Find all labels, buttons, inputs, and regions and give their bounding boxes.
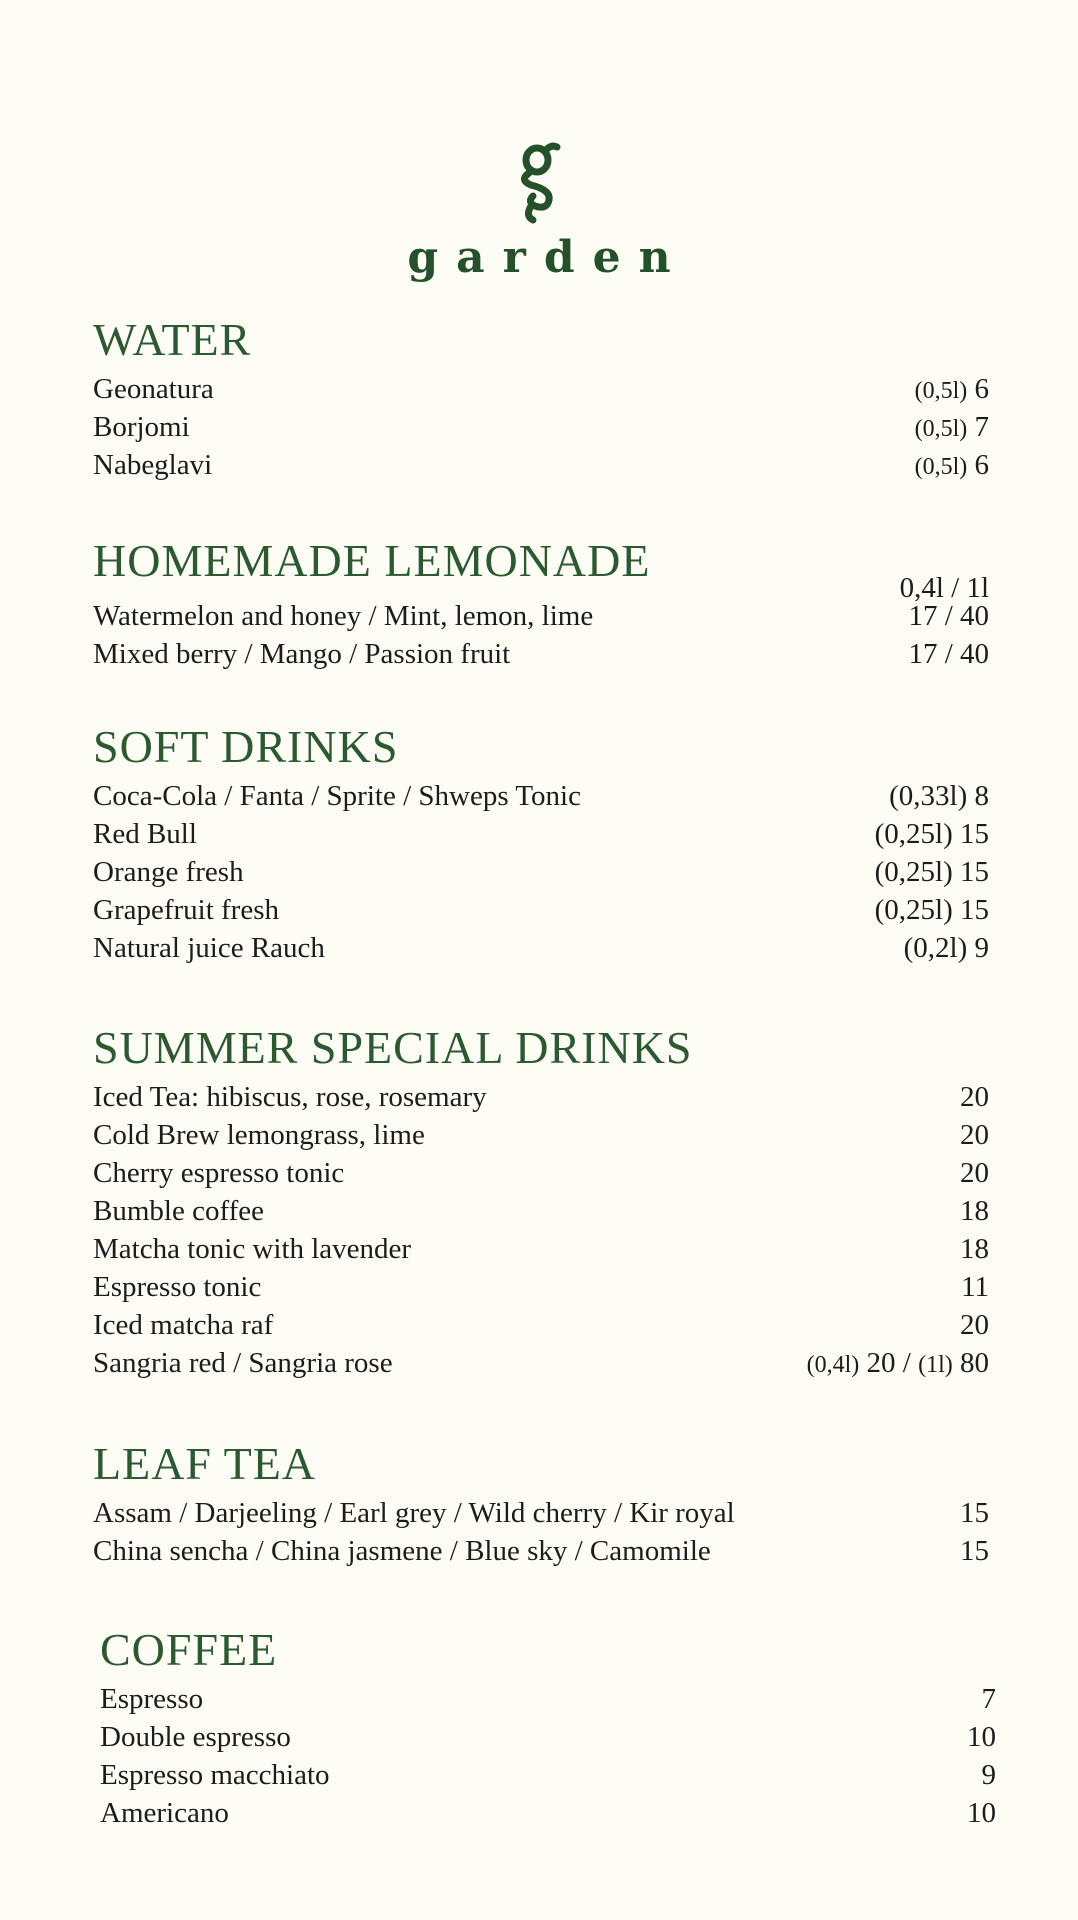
item-name: Espresso tonic: [93, 1271, 262, 1303]
item-price-value: 9: [974, 932, 989, 964]
item-volume: (0,33l): [889, 780, 968, 812]
section-title-water: WATER: [93, 314, 252, 365]
section-title-coffee: COFFEE: [100, 1624, 278, 1675]
item-price-small: 20: [866, 1347, 896, 1379]
item-name: Natural juice Rauch: [93, 932, 325, 964]
item-price: 11: [961, 1271, 989, 1303]
item-name: Red Bull: [93, 818, 197, 850]
item-name: Espresso: [100, 1683, 204, 1715]
item-name: Cherry espresso tonic: [93, 1157, 345, 1189]
menu-item: [93, 1306, 989, 1344]
menu-item: [93, 1532, 989, 1570]
garden-g-logo-icon: [509, 140, 569, 226]
section-soft-drinks: [93, 717, 989, 967]
item-volume-small: (0,4l): [806, 1352, 860, 1378]
item-price: 18: [960, 1233, 989, 1265]
item-price: [875, 853, 989, 891]
item-name: China sencha / China jasmene / Blue sky / Camomile: [93, 1535, 711, 1567]
section-title-lemonade: HOMEMADE LEMONADE: [93, 535, 651, 586]
item-price-value: 7: [974, 411, 989, 443]
item-price-value: 8: [974, 780, 989, 812]
item-name: Nabeglavi: [93, 449, 213, 481]
section-title-leaf-tea: LEAF TEA: [93, 1438, 317, 1489]
menu-item: [93, 1116, 989, 1154]
item-price-value: 6: [974, 373, 989, 405]
menu-item: [93, 1154, 989, 1192]
item-price: 20: [960, 1119, 989, 1151]
item-price: 20: [960, 1081, 989, 1113]
menu-item: [93, 1494, 989, 1532]
item-name: Assam / Darjeeling / Earl grey / Wild cherry / Kir royal: [93, 1497, 735, 1529]
item-name: Watermelon and honey / Mint, lemon, lime: [93, 600, 594, 632]
menu-item: [100, 1756, 996, 1794]
menu-item: [93, 635, 989, 673]
item-price: [904, 929, 989, 967]
menu-item: [93, 408, 989, 446]
section-lemonade: [93, 531, 989, 673]
item-name: Coca-Cola / Fanta / Sprite / Shweps Tonic: [93, 780, 581, 812]
item-volume: (0,5l): [914, 416, 968, 442]
item-price: [915, 370, 989, 410]
item-volume-large: (1l): [918, 1352, 953, 1378]
item-price: 7: [981, 1683, 996, 1715]
section-title-summer-special: SUMMER SPECIAL DRINKS: [93, 1022, 693, 1073]
item-price-value: 6: [974, 449, 989, 481]
item-name: Double espresso: [100, 1721, 291, 1753]
item-name: Americano: [100, 1797, 229, 1829]
item-price: 15: [960, 1535, 989, 1567]
item-price: 15: [960, 1497, 989, 1529]
menu-item: [93, 815, 989, 853]
item-name: Iced matcha raf: [93, 1309, 274, 1341]
section-leaf-tea: [93, 1434, 989, 1570]
menu-item: [93, 370, 989, 408]
item-price: 10: [967, 1797, 996, 1829]
item-price: 20: [960, 1157, 989, 1189]
item-price-large: 80: [960, 1347, 989, 1379]
menu-item: [100, 1718, 996, 1756]
brand-name: garden: [407, 232, 689, 283]
menu-item: [100, 1680, 996, 1718]
size-header: 0,4l / 1l: [899, 572, 989, 604]
item-name: Orange fresh: [93, 856, 244, 888]
item-name: Grapefruit fresh: [93, 894, 279, 926]
item-name: Iced Tea: hibiscus, rose, rosemary: [93, 1081, 487, 1113]
item-price: [889, 777, 989, 815]
menu-item: [93, 1078, 989, 1116]
item-price: 10: [967, 1721, 996, 1753]
brand-logo: [0, 140, 1078, 283]
menu-item: [93, 1268, 989, 1306]
item-volume: (0,25l): [874, 894, 953, 926]
menu-item: [93, 597, 989, 635]
item-name: Mixed berry / Mango / Passion fruit: [93, 638, 511, 670]
section-summer-special: [93, 1018, 989, 1382]
item-price-value: 15: [960, 856, 989, 888]
item-name: Geonatura: [93, 373, 214, 405]
menu-item: [93, 891, 989, 929]
item-price: [807, 1344, 989, 1384]
item-price: [875, 815, 989, 853]
item-name: Cold Brew lemongrass, lime: [93, 1119, 425, 1151]
item-name: Bumble coffee: [93, 1195, 264, 1227]
section-title-soft-drinks: SOFT DRINKS: [93, 721, 399, 772]
item-volume: (0,2l): [903, 932, 968, 964]
price-separator: /: [902, 1347, 911, 1379]
menu-item: [93, 1230, 989, 1268]
item-price: 20: [960, 1309, 989, 1341]
menu-item: [93, 853, 989, 891]
item-price: 17 / 40: [908, 638, 989, 670]
item-volume: (0,25l): [874, 818, 953, 850]
item-volume: (0,25l): [874, 856, 953, 888]
item-name: Borjomi: [93, 411, 190, 443]
item-name: Espresso macchiato: [100, 1759, 330, 1791]
item-price: 9: [981, 1759, 996, 1791]
item-volume: (0,5l): [914, 378, 968, 404]
menu-item: [100, 1794, 996, 1832]
menu-item: [93, 1192, 989, 1230]
menu-item: [93, 929, 989, 967]
menu-item: [93, 446, 989, 484]
item-volume: (0,5l): [914, 454, 968, 480]
menu-item: [93, 777, 989, 815]
section-coffee: [100, 1620, 996, 1832]
item-price: [875, 891, 989, 929]
item-price: 17 / 40: [908, 600, 989, 632]
section-water: [93, 310, 989, 484]
item-name: Sangria red / Sangria rose: [93, 1347, 393, 1379]
item-price: [915, 446, 989, 486]
item-price-value: 15: [960, 818, 989, 850]
menu-item-sangria: [93, 1344, 989, 1382]
item-price-value: 15: [960, 894, 989, 926]
item-price: 18: [960, 1195, 989, 1227]
item-price: [915, 408, 989, 448]
item-name: Matcha tonic with lavender: [93, 1233, 412, 1265]
